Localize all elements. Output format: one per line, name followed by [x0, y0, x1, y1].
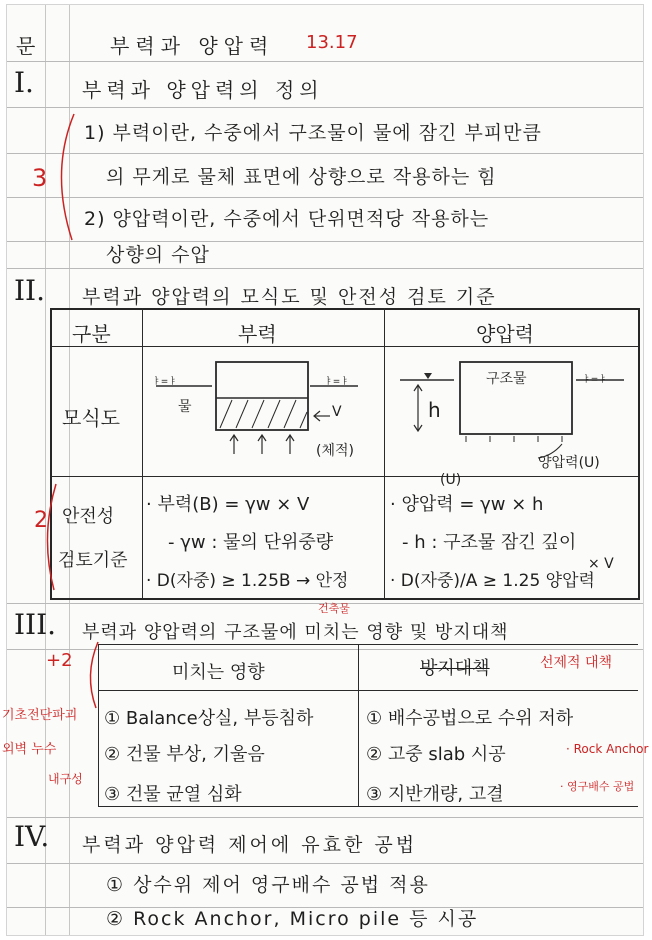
section-title-2: 부력과 양압력의 모식도 및 안전성 검토 기준 [82, 286, 497, 308]
countermeasure-item-1: ① 배수공법으로 수위 저하 [366, 708, 574, 729]
section-numeral-3: III. [14, 608, 57, 641]
ruled-line [7, 863, 643, 864]
section-numeral-1: I. [14, 66, 34, 99]
table-rule [384, 308, 385, 598]
ruled-line [7, 241, 643, 242]
section-title-3: 부력과 양압력의 구조물에 미치는 영향 및 방지대책 [82, 622, 509, 643]
section-score-1: 3 [32, 164, 48, 192]
table-header-buoyancy: 부력 [238, 322, 277, 346]
table-header-uplift: 양압력 [476, 322, 534, 346]
section-score-3: +2 [46, 650, 73, 671]
title-insertion-note: 건축물 [318, 602, 350, 615]
ruled-line [7, 197, 643, 198]
section-title-4: 부력과 양압력 제어에 유효한 공법 [82, 834, 418, 856]
ruled-line [7, 153, 643, 154]
section-bracket-1 [48, 112, 78, 242]
table-rule [98, 644, 638, 645]
ruled-line [7, 107, 643, 108]
table-rule [142, 308, 143, 598]
definition-1-line2: 의 무게로 물체 표면에 상향으로 작용하는 힘 [106, 166, 497, 188]
ruled-line [7, 268, 643, 269]
definition-2-line1: 2) 양압력이란, 수중에서 단위면적당 작용하는 [84, 208, 490, 230]
buoyancy-check: · D(자중) ≥ 1.25B → 안정 [146, 571, 349, 591]
section-numeral-2: II. [14, 274, 46, 307]
table-rule [50, 476, 638, 477]
buoyancy-definition: - γw : 물의 단위중량 [168, 532, 334, 553]
impact-header: 미치는 영향 [172, 662, 265, 683]
right-note-1: · Rock Anchor [566, 742, 649, 756]
table-rule [358, 644, 359, 806]
uplift-force-label: 양압력(U) [538, 455, 600, 471]
margin-note-1: 기초전단파괴 [2, 708, 78, 723]
countermeasure-item-3: ③ 지반개량, 고결 [366, 784, 504, 805]
table-rule [98, 690, 638, 691]
question-marker: 문 [16, 34, 36, 58]
margin-line [45, 5, 46, 935]
uplift-depth-symbol: h [428, 398, 441, 422]
ruled-line [7, 649, 643, 650]
table-row-safety-label-2: 검토기준 [58, 550, 128, 571]
table-row-diagram-label: 모식도 [62, 406, 120, 430]
countermeasure-header: 방지대책 [420, 658, 490, 679]
buoyancy-volume-label: (체적) [316, 443, 354, 459]
right-note-2: · 영구배수 공법 [560, 780, 635, 793]
buoyancy-volume-symbol: V [332, 404, 342, 420]
method-item-2: ② Rock Anchor, Micro pile 등 시공 [106, 908, 479, 930]
margin-note-3: 내구성 [48, 772, 83, 786]
buoyancy-formula: · 부력(B) = γw × V [146, 494, 310, 515]
section-bracket-3 [82, 640, 102, 710]
section-bracket-2 [40, 482, 60, 592]
impact-item-3: ③ 건물 균열 심화 [104, 784, 242, 805]
section-score-2: 2 [34, 508, 48, 533]
uplift-check-note: × V [588, 556, 614, 572]
ruled-line [7, 61, 643, 62]
table-rule [98, 806, 638, 807]
definition-2-line2: 상향의 수압 [106, 244, 210, 266]
section-title-1: 부력과 양압력의 정의 [82, 78, 324, 102]
section-numeral-4: IV. [14, 820, 50, 853]
countermeasure-header-fix: 선제적 대책 [540, 655, 613, 671]
ruled-line [7, 817, 643, 818]
table-rule [50, 346, 638, 347]
uplift-formula-note: (U) [440, 472, 462, 488]
countermeasure-item-2: ② 고중 slab 시공 [366, 744, 506, 765]
ground-mark-right: ㅑ=ㅑ [324, 377, 349, 387]
page-title: 부력과 양압력 [110, 34, 275, 58]
table-row-safety-label-1: 안전성 [62, 506, 115, 527]
method-item-1: ① 상수위 제어 영구배수 공법 적용 [106, 874, 430, 896]
impact-item-2: ② 건물 부상, 기울음 [104, 744, 265, 765]
ground-mark-left: ㅑ=ㅑ [152, 377, 177, 387]
ground-mark-uplift: ㅑ=ㅑ [582, 375, 607, 385]
uplift-check: · D(자중)/A ≥ 1.25 양압력 [390, 571, 595, 591]
question-number: 13.17 [306, 32, 358, 53]
margin-note-2: 외벽 누수 [2, 742, 57, 757]
table-rule [98, 644, 99, 806]
uplift-formula: · 양압력 = γw × h [390, 494, 544, 515]
buoyancy-water-label: 물 [178, 399, 192, 415]
uplift-definition: - h : 구조물 잠긴 깊이 [402, 532, 577, 553]
definition-1-line1: 1) 부력이란, 수중에서 구조물이 물에 잠긴 부피만큼 [84, 122, 542, 144]
uplift-structure-label: 구조물 [486, 371, 527, 387]
table-header-category: 구분 [72, 322, 111, 346]
impact-item-1: ① Balance상실, 부등침하 [104, 708, 314, 729]
